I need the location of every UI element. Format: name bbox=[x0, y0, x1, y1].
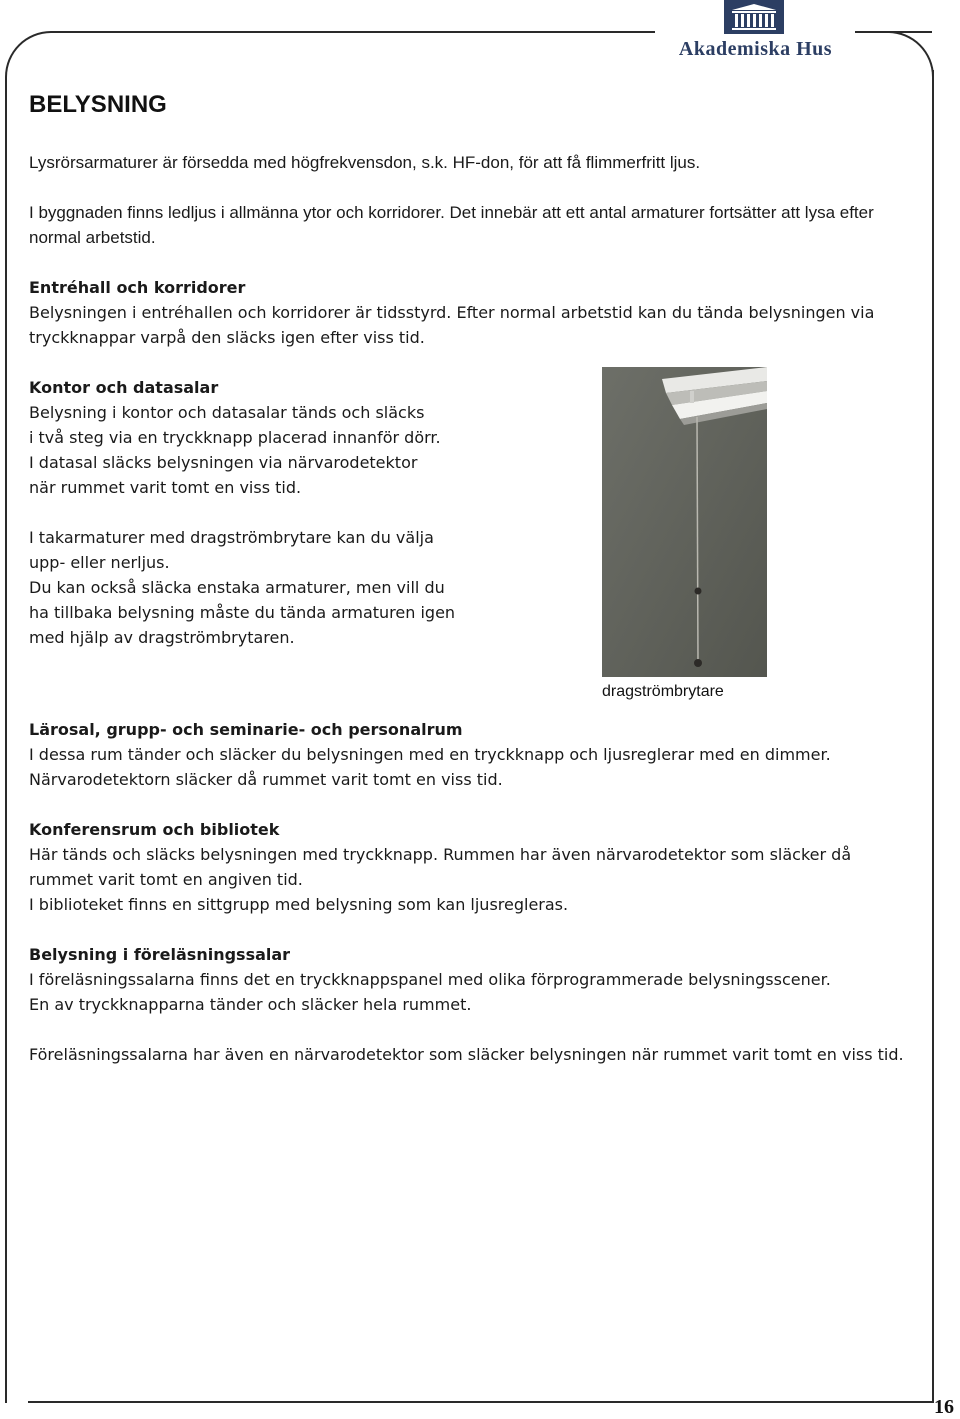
tak-line-1: I takarmaturer med dragströmbrytare kan du välja bbox=[29, 528, 434, 547]
figure-caption: dragströmbrytare bbox=[602, 683, 724, 700]
larosal-line-2: Närvarodetektorn släcker då rummet varit tomt en viss tid. bbox=[29, 770, 503, 789]
section-forelasning bbox=[29, 942, 919, 1017]
building-columns-icon bbox=[724, 0, 784, 34]
kontor-line-3: I datasal släcks belysningen via närvarodetektor bbox=[29, 453, 418, 472]
main-content bbox=[29, 88, 909, 675]
forelasning-detector-paragraph: Föreläsningssalarna har även en närvarodetektor som släcker belysningen när rummet varit tomt en viss tid. bbox=[29, 1045, 904, 1064]
intro-paragraph-1: Lysrörsarmaturer är försedda med högfrekvensdon, s.k. HF-don, för att få flimmerfritt ljus. bbox=[29, 153, 701, 172]
lower-content bbox=[29, 717, 919, 1092]
tak-line-5: med hjälp av dragströmbrytaren. bbox=[29, 628, 295, 647]
section-konferens bbox=[29, 817, 919, 917]
konferens-line-1: Här tänds och släcks belysningen med tryckknapp. Rummen har även närvarodetektor som släcker då rummet varit tomt en angiven tid. bbox=[29, 845, 852, 889]
section-takarmaturer bbox=[29, 525, 589, 650]
forelasning-line-1: I föreläsningssalarna finns det en tryckknappspanel med olika förprogrammerade belysningsscener. bbox=[29, 970, 831, 989]
konferens-line-2: I biblioteket finns en sittgrupp med belysning som kan ljusregleras. bbox=[29, 895, 569, 914]
larosal-line-1: I dessa rum tänder och släcker du belysningen med en tryckknapp och ljusreglerar med en dimmer. bbox=[29, 745, 831, 764]
section-title-konferens: Konferensrum och bibliotek bbox=[29, 820, 280, 839]
section-title-forelasning: Belysning i föreläsningssalar bbox=[29, 945, 291, 964]
tak-line-2: upp- eller nerljus. bbox=[29, 553, 170, 572]
intro-paragraph-2: I byggnaden finns ledljus i allmänna ytor och korridorer. Det innebär att ett antal armaturer fortsätter att lysa efter normal arbetstid. bbox=[29, 203, 874, 247]
kontor-line-1: Belysning i kontor och datasalar tänds och släcks bbox=[29, 403, 425, 422]
pull-switch-photo bbox=[602, 367, 767, 677]
section-title-entre: Entréhall och korridorer bbox=[29, 278, 246, 297]
section-title-kontor: Kontor och datasalar bbox=[29, 378, 219, 397]
section-kontor bbox=[29, 375, 589, 500]
kontor-line-4: när rummet varit tomt en viss tid. bbox=[29, 478, 302, 497]
tak-line-4: ha tillbaka belysning måste du tända armaturen igen bbox=[29, 603, 456, 622]
section-larosal bbox=[29, 717, 919, 792]
section-entre bbox=[29, 275, 909, 350]
frame-right-edge bbox=[932, 70, 934, 1403]
section-text-entre: Belysningen i entréhallen och korridorer är tidsstyrd. Efter normal arbetstid kan du tända belysningen via tryckknappar varpå den släcks igen efter viss tid. bbox=[29, 303, 875, 347]
tak-line-3: Du kan också släcka enstaka armaturer, men vill du bbox=[29, 578, 445, 597]
page-number: 16 bbox=[934, 1396, 954, 1418]
page-title: BELYSNING bbox=[29, 91, 167, 118]
logo-wordmark: Akademiska Hus bbox=[678, 38, 833, 60]
forelasning-line-2: En av tryckknapparna tänder och släcker hela rummet. bbox=[29, 995, 472, 1014]
section-title-larosal: Lärosal, grupp- och seminarie- och personalrum bbox=[29, 720, 463, 739]
akademiska-hus-logo bbox=[668, 0, 843, 62]
frame-bottom-edge bbox=[28, 1401, 934, 1403]
kontor-line-2: i två steg via en tryckknapp placerad innanför dörr. bbox=[29, 428, 441, 447]
